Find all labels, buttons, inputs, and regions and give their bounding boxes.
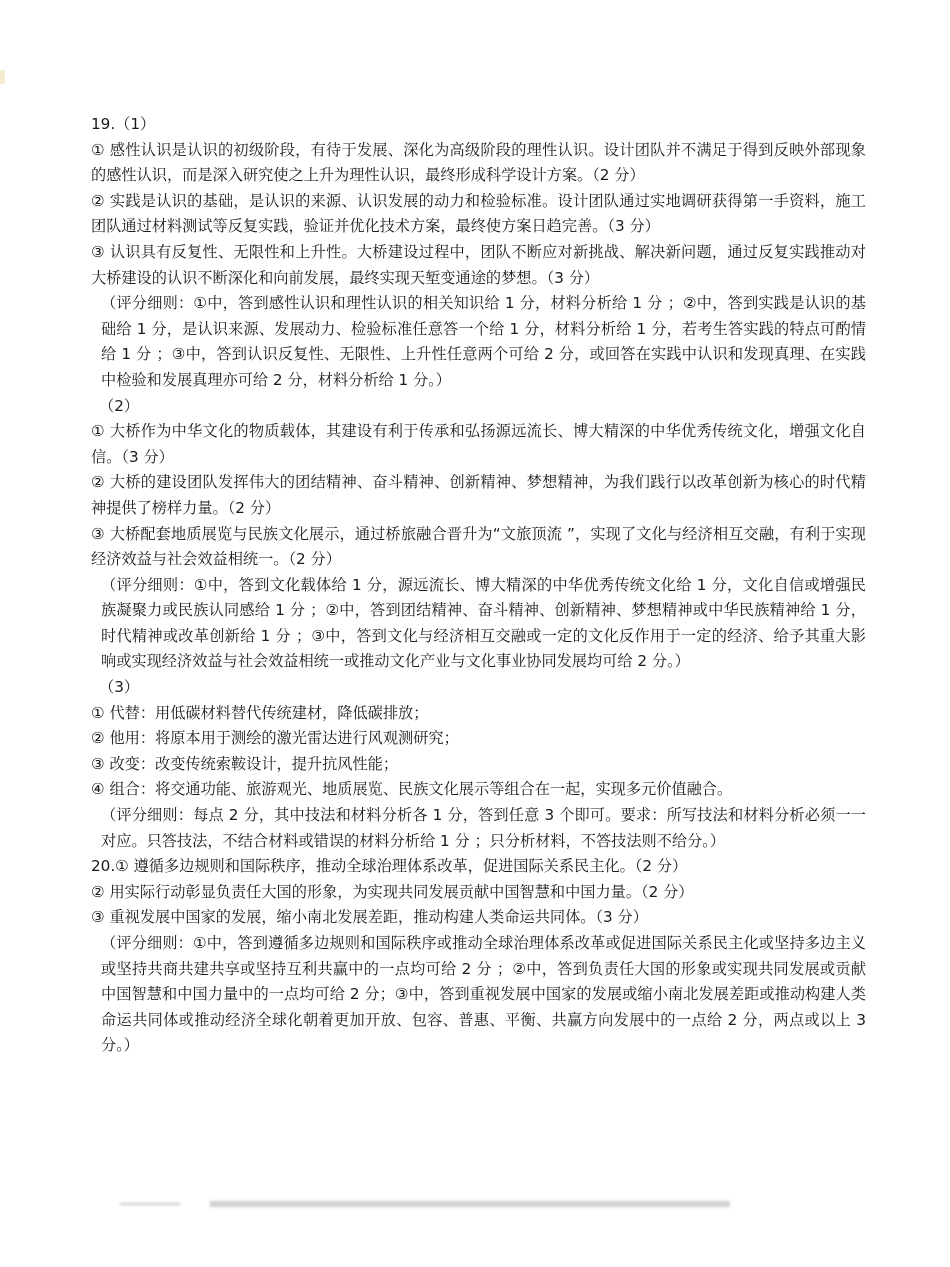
q19-1-point-1: ① 感性认识是认识的初级阶段，有待于发展、深化为高级阶段的理性认识。设计团队并不满足于得到反映外部现象的感性认识，而是深入研究使之上升为理性认识，最终形成科学设计方案。（2 分） — [91, 140, 866, 185]
scan-speck — [0, 70, 5, 84]
q19-2-point-3: ③ 大桥配套地质展览与民族文化展示，通过桥旅融合晋升为“文旅顶流 ”，实现了文化与经济相互交融，有利于实现经济效益与社会效益相统一。（2 分） — [91, 524, 866, 569]
q20-point-2: ② 用实际行动彰显负责任大国的形象，为实现共同发展贡献中国智慧和中国力量。（2 分） — [91, 882, 694, 901]
q19-1-point-3: ③ 认识具有反复性、无限性和上升性。大桥建设过程中，团队不断应对新挑战、解决新问题，通过反复实践推动对大桥建设的认识不断深化和向前发展，最终实现天堑变通途的梦想。（3 分） — [91, 242, 866, 287]
q19-3-heading: （3） — [99, 678, 140, 697]
q19-3-point-3: ③ 改变：改变传统索鞍设计，提升抗风性能； — [91, 754, 399, 773]
q19-3-point-2: ② 他用：将原本用于测绘的激光雷达进行风观测研究； — [91, 729, 459, 748]
footer-blur-icon — [120, 1198, 760, 1210]
q20-scoring-note: （评分细则：①中，答到遵循多边规则和国际秩序或推动全球治理体系改革或促进国际关系民主化或坚持多边主义或坚持共商共建共享或坚持互利共赢中的一点均可给 2 分 ；②中，答到负责任大国的形象或实现共同发展或贡献中国智慧和中国力量中的一点均可给 2 分；③中，答到重视发展中国家的发展或缩小南北发展差距或推动构建人类命运共同体或推动经济全球化朝着更加开放、包容、普惠、平衡、共赢方向发展中的一点给 2 分，两点或以上 3 分。） — [101, 934, 866, 1055]
answer-sheet — [91, 112, 866, 1059]
q19-1-scoring-note: （评分细则：①中，答到感性认识和理性认识的相关知识给 1 分，材料分析给 1 分 ；②中，答到实践是认识的基础给 1 分，是认识来源、发展动力、检验标准任意答一个给 1 分，材料分析给 1 分，若考生答实践的特点可酌情给 1 分 ；③中，答到认识反复性、无限性、上升性任意两个可给 2 分，或回答在实践中认识和发现真理、在实践中检验和发展真理亦可给 2 分，材料分析给 1 分。） — [101, 294, 866, 389]
q19-1-point-2: ② 实践是认识的基础，是认识的来源、认识发展的动力和检验标准。设计团队通过实地调研获得第一手资料，施工团队通过材料测试等反复实践，验证并优化技术方案，最终使方案日趋完善。（3 分） — [91, 191, 866, 236]
q19-3-scoring-note: （评分细则：每点 2 分，其中技法和材料分析各 1 分，答到任意 3 个即可。要求：所写技法和材料分析必须一一对应。只答技法，不结合材料或错误的材料分析给 1 分 ；只分析材料，不答技法则不给分。） — [101, 806, 866, 850]
q20-point-3: ③ 重视发展中国家的发展，缩小南北发展差距，推动构建人类命运共同体。（3 分） — [91, 908, 648, 927]
q19-3-point-1: ① 代替：用低碳材料替代传统建材，降低碳排放； — [91, 703, 429, 722]
q20-point-1: 20.① 遵循多边规则和国际秩序，推动全球治理体系改革，促进国际关系民主化。（2 分） — [91, 857, 688, 876]
q19-heading: 19.（1） — [91, 115, 156, 133]
q19-2-scoring-note: （评分细则：①中，答到文化载体给 1 分，源远流长、博大精深的中华优秀传统文化给 1 分，文化自信或增强民族凝聚力或民族认同感给 1 分 ；②中，答到团结精神、奋斗精神、创新精神、梦想精神或中华民族精神给 1 分，时代精神或改革创新给 1 分 ；③中，答到文化与经济相互交融或一定的文化反作用于一定的经济、给予其重大影响或实现经济效益与社会效益相统一或推动文化产业与文化事业协同发展均可给 2 分。） — [101, 575, 866, 671]
blurred-footer — [120, 1198, 760, 1210]
q19-2-heading: （2） — [99, 396, 140, 415]
q19-2-point-2: ② 大桥的建设团队发挥伟大的团结精神、奋斗精神、创新精神、梦想精神，为我们践行以改革创新为核心的时代精神提供了榜样力量。（2 分） — [91, 473, 866, 517]
q19-3-point-4: ④ 组合：将交通功能、旅游观光、地质展览、民族文化展示等组合在一起，实现多元价值融合。 — [91, 780, 733, 799]
q19-2-point-1: ① 大桥作为中华文化的物质载体，其建设有利于传承和弘扬源远流长、博大精深的中华优秀传统文化，增强文化自信。（3 分） — [91, 422, 866, 466]
